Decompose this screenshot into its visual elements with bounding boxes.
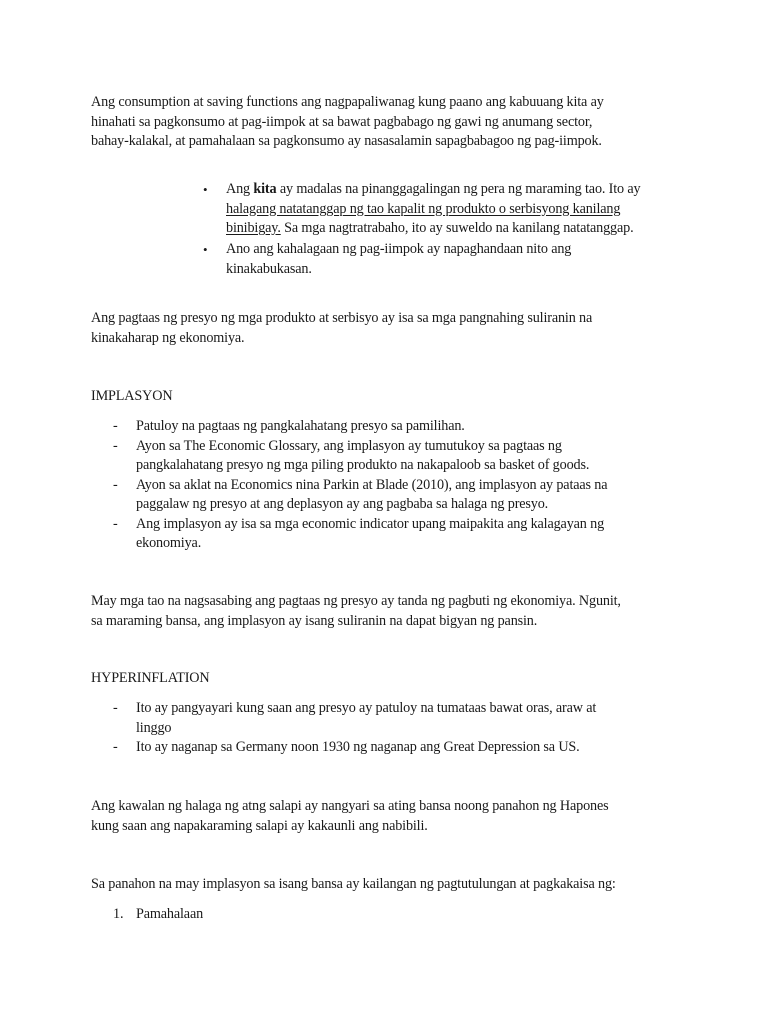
kita-underlined-text-end: binibigay. xyxy=(226,220,281,236)
intro-line-1: Ang consumption at saving functions ang nagpapaliwanag kung paano ang kabuuang kita ay xyxy=(91,94,604,110)
hyperinflation-heading: HYPERINFLATION xyxy=(91,670,210,686)
dash-marker: - xyxy=(113,700,118,716)
kita-bullet-item-2 xyxy=(203,240,683,280)
dash-marker: - xyxy=(113,418,118,434)
kita-bullet-1-line-1: Ang kita ay madalas na pinanggagalingan ng pera ng maraming tao. Ito ay xyxy=(226,181,641,197)
kawalan-line-1: Ang kawalan ng halaga ng atng salapi ay nangyari sa ating bansa noong panahon ng Hapones xyxy=(91,798,609,814)
intro-paragraph xyxy=(91,93,691,152)
intro-line-3: bahay-kalakal, at pamahalaan sa pagkonsumo ay nasasalamin sapagbabagoo ng pag-iimpok. xyxy=(91,133,602,149)
number-marker: 1. xyxy=(113,906,124,922)
intro-line-2: hinahati sa pagkonsumo at pag-iimpok at sa bawat pagbabago ng gawi ng anumang sector, xyxy=(91,113,593,130)
bullet-marker: • xyxy=(203,242,208,257)
dash-marker: - xyxy=(113,739,118,755)
kawalan-paragraph xyxy=(91,797,691,836)
kita-bullet-2-line-1: Ano ang kahalagaan ng pag-iimpok ay napaghandaan nito ang xyxy=(226,241,572,257)
implasyon-heading: IMPLASYON xyxy=(91,388,173,404)
pagtaas-line-2: kinakaharap ng ekonomiya. xyxy=(91,329,245,346)
dash-marker: - xyxy=(113,515,118,532)
may-mga-tao-line-1: May mga tao na nagsasabing ang pagtaas ng presyo ay tanda ng pagbuti ng ekonomiya. Ngunit, xyxy=(91,593,621,609)
pagtaas-line-1: Ang pagtaas ng presyo ng mga produkto at serbisyo ay isa sa mga pangnahing suliranin na xyxy=(91,310,593,326)
numbered-list xyxy=(113,905,413,925)
kawalan-line-2: kung saan ang napakaraming salapi ay kakaunli ang nabibili. xyxy=(91,817,428,834)
pagtaas-paragraph xyxy=(91,309,691,348)
panahon-paragraph xyxy=(91,875,691,895)
hyperinflation-list: - Ito ay pangyayari kung saan ang presyo ay patuloy na tumataas bawat oras, araw at linggo - Ito ay naganap sa Germany noon 1930 ng naganap ang Great Depression sa US. xyxy=(113,699,673,759)
kita-bullet-2-line-2: kinakabukasan. xyxy=(226,260,312,277)
kita-bold-term: kita xyxy=(253,181,277,197)
panahon-line-1: Sa panahon na may implasyon sa isang bansa ay kailangan ng pagtutulungan at pagkakaisa ng: xyxy=(91,876,616,892)
dash-marker: - xyxy=(113,437,118,454)
implasyon-list: - Patuloy na pagtaas ng pangkalahatang presyo sa pamilihan. - Ayon sa The Economic Glossary, ang implasyon ay tumutukoy sa pagtaas ng pangkalahatang presyo ng mga piling produkto na nakapaloob sa basket of goods. - Ayon sa aklat na Economics nina Parkin at Blade (2010), ang implasyon ay pataas na paggalaw ng presyo at ang deplasyon ay ang pagbaba sa halaga ng presyo. - Ang implasyon ay isa sa mga economic indicator upang maipakita ang kalagayan ng ekonomiya. xyxy=(113,418,608,551)
numbered-item-1-text: Pamahalaan xyxy=(136,906,204,922)
kita-bullet-1-line-3: binibigay. Sa mga nagtratrabaho, ito ay suweldo na kanilang natatanggap. xyxy=(226,220,634,236)
kita-bullet-list xyxy=(203,180,683,280)
kita-underlined-text: halagang natatanggap ng tao kapalit ng produkto o serbisyong kanilang xyxy=(226,200,621,217)
bullet-marker: • xyxy=(203,182,208,197)
kita-bullet-item-1 xyxy=(203,180,683,240)
may-mga-tao-paragraph xyxy=(91,592,691,631)
may-mga-tao-line-2: sa maraming bansa, ang implasyon ay isang suliranin na dapat bigyan ng pansin. xyxy=(91,612,538,629)
dash-marker: - xyxy=(113,476,118,493)
kita-bullet-1-line-2 xyxy=(226,200,686,220)
